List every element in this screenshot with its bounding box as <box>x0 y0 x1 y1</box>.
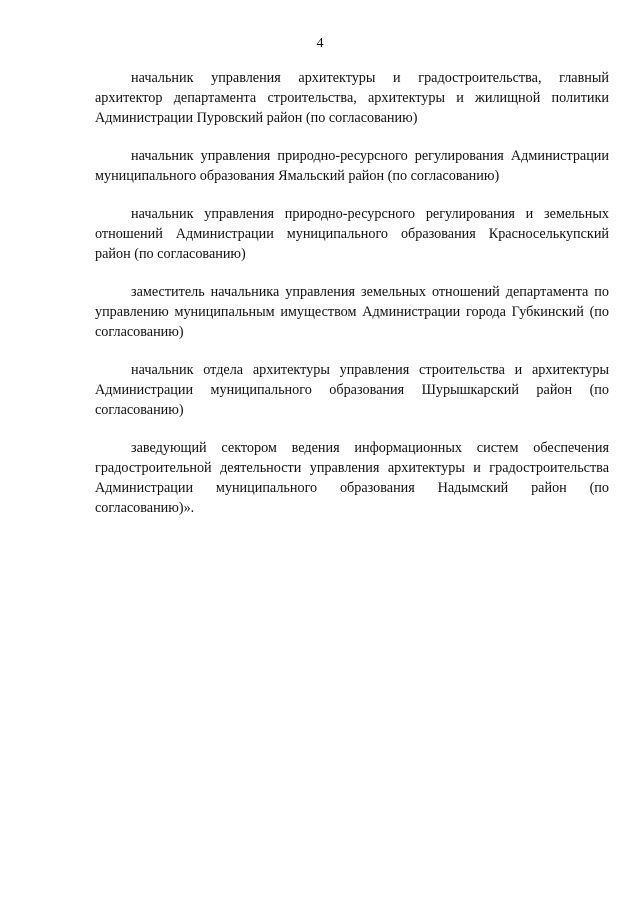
paragraph-4: заместитель начальника управления земельных отношений департамента по управлению муниципальным имуществом Администрации города Губкинский (по согласованию) <box>95 284 609 340</box>
paragraph-2: начальник управления природно-ресурсного регулирования Администрации муниципального образования Ямальский район (по согласованию) <box>95 148 609 184</box>
paragraph-6: заведующий сектором ведения информационных систем обеспечения градостроительной деятельности управления архитектуры и градостроительства Администрации муниципального образования Надымский район (по согласованию)». <box>95 440 609 516</box>
page-number: 4 <box>316 36 324 51</box>
paragraph-5: начальник отдела архитектуры управления строительства и архитектуры Администрации муниципального образования Шурышкарский район (по согласованию) <box>95 362 609 418</box>
paragraph-3: начальник управления природно-ресурсного регулирования и земельных отношений Администрации муниципального образования Красноселькупский район (по согласованию) <box>95 206 609 262</box>
paragraph-1: начальник управления архитектуры и градостроительства, главный архитектор департамента строительства, архитектуры и жилищной политики Администрации Пуровский район (по согласованию) <box>95 70 609 126</box>
document-body <box>95 68 609 536</box>
